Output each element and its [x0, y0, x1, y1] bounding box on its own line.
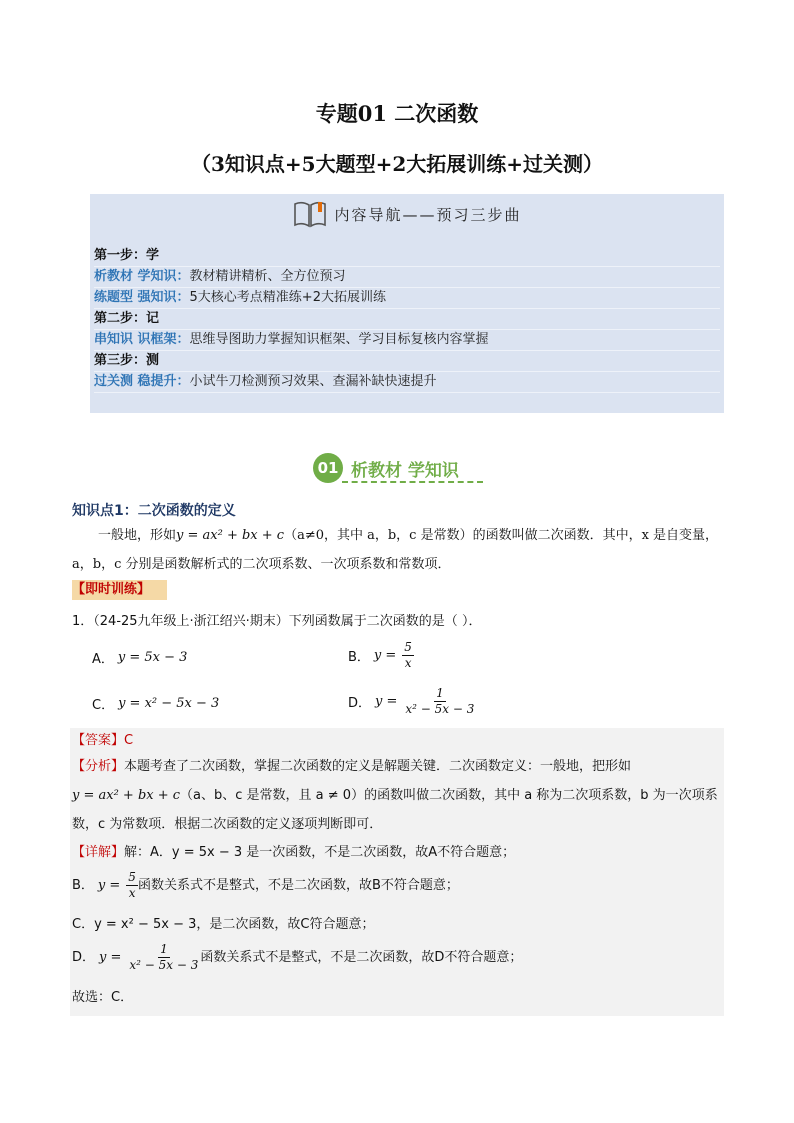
analysis-line-1: 【分析】本题考查了二次函数，掌握二次函数的定义是解题关键．二次函数定义：一般地，把形如: [72, 759, 632, 774]
nav-item-practice: 练题型 强知识：5大核心考点精准练+2大拓展训练: [94, 288, 720, 309]
detail-line-c: C．y = x² − 5x − 3，是二次函数，故C符合题意；: [72, 917, 375, 932]
nav-header: [90, 194, 724, 234]
analysis-line-3: 数，c 为常数项．根据二次函数的定义逐项判断即可．: [72, 817, 383, 832]
nav-step-3: 第三步：测: [94, 351, 720, 372]
fraction: $\frac{1}{\text{x² − 5x − 3}}$: [129, 942, 199, 972]
section-underline: [342, 481, 483, 483]
analysis-line-2: y = ax² + bx + c（a、b、c 是常数，且 a ≠ 0）的函数叫做二次函数，其中 a 称为二次项系数，b 为一次项系: [72, 788, 718, 803]
training-label: 【即时训练】: [72, 580, 167, 600]
book-icon: [292, 199, 328, 229]
detail-line-b: B． y = $\frac{5}{x}$ 函数关系式不是整式，不是二次函数，故B不符合题意；: [72, 870, 459, 900]
section-badge: [313, 452, 459, 484]
knowledge-point-title: 知识点1：二次函数的定义: [72, 503, 236, 519]
detail-line-a: 【详解】解：A．y = 5x − 3 是一次函数，不是二次函数，故A不符合题意；: [72, 845, 516, 860]
fraction: $\frac{5}{x}$: [128, 870, 136, 900]
option-b[interactable]: B． y = $\frac{5}{x}$: [348, 640, 412, 670]
section-number: 01: [313, 453, 343, 483]
option-c[interactable]: C． y = x² − 5x − 3: [92, 696, 220, 713]
nav-item-learn: 析教材 学知识：教材精讲精析、全方位预习: [94, 267, 720, 288]
option-a[interactable]: A． y = 5x − 3: [92, 650, 188, 667]
definition-line-2: a，b，c 分别是函数解析式的二次项系数、一次项系数和常数项．: [72, 557, 451, 572]
page-subtitle: （3知识点+5大题型+2大拓展训练+过关测）: [190, 152, 604, 176]
fraction: $\frac{5}{x}$: [404, 640, 412, 670]
page-title: 专题01 二次函数: [315, 101, 479, 126]
fraction: $\frac{1}{\text{x² − 5x − 3}}$: [405, 686, 475, 716]
choose-line: 故选：C．: [72, 990, 134, 1005]
content-navigation-box: [90, 194, 724, 413]
section-label: 析教材 学知识: [351, 460, 459, 481]
definition-line-1: 一般地，形如y = ax² + bx + c（a≠0，其中 a，b，c 是常数）的函数叫做二次函数．其中，x 是自变量，: [98, 528, 719, 543]
detail-line-d: D． y = $\frac{1}{\text{x² − 5x − 3}}$ 函数关系式不是整式，不是二次函数，故D不符合题意；: [72, 942, 523, 972]
question-stem: 1．（24-25九年级上·浙江绍兴·期末）下列函数属于二次函数的是（ ）．: [72, 614, 482, 629]
nav-title: 内容导航——预习三步曲: [334, 205, 522, 224]
nav-item-framework: 串知识 识框架：思维导图助力掌握知识框架、学习目标复核内容掌握: [94, 330, 720, 351]
nav-step-2: 第二步：记: [94, 309, 720, 330]
option-d[interactable]: D． y = $\frac{1}{\text{x² − 5x − 3}}$: [348, 686, 475, 716]
nav-step-1: 第一步：学: [94, 246, 720, 267]
answer-line: 【答案】C: [72, 733, 134, 748]
nav-item-test: 过关测 稳提升：小试牛刀检测预习效果、查漏补缺快速提升: [94, 372, 720, 393]
